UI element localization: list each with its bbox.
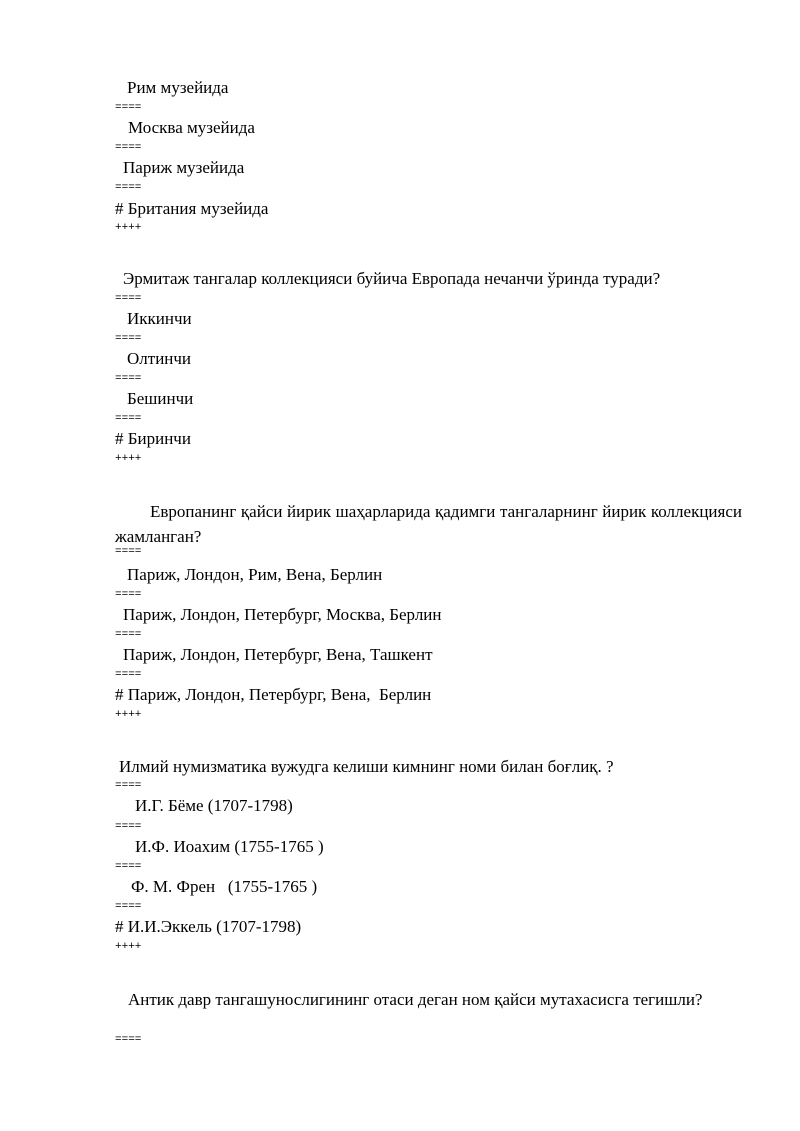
option-separator: ==== [115, 373, 142, 385]
block-end-separator: ++++ [115, 453, 142, 465]
option-separator: ==== [115, 669, 142, 681]
option-separator: ==== [115, 901, 142, 913]
option-text: И.Г. Бёме (1707-1798) [135, 796, 293, 815]
option-separator: ==== [115, 1034, 142, 1046]
correct-option-text: # И.И.Эккель (1707-1798) [115, 917, 302, 936]
option-separator: ==== [115, 293, 142, 305]
question-text: Антик давр тангашунослигининг отаси деган ном қайси мутахасисга тегишли? [128, 990, 703, 1009]
option-separator: ==== [115, 861, 142, 873]
option-separator: ==== [115, 142, 142, 154]
option-text: Париж музейида [123, 158, 245, 177]
option-separator: ==== [115, 821, 142, 833]
block-end-separator: ++++ [115, 222, 142, 234]
option-separator: ==== [115, 333, 142, 345]
option-text: Ф. М. Френ (1755-1765 ) [131, 877, 318, 896]
option-separator: ==== [115, 102, 142, 114]
option-text: Олтинчи [127, 349, 192, 368]
block-end-separator: ++++ [115, 709, 142, 721]
option-text: Париж, Лондон, Рим, Вена, Берлин [127, 565, 383, 584]
block-end-separator: ++++ [115, 941, 142, 953]
option-text: И.Ф. Иоахим (1755-1765 ) [135, 837, 324, 856]
option-text: Париж, Лондон, Петербург, Вена, Ташкент [123, 645, 433, 664]
option-separator: ==== [115, 629, 142, 641]
option-text: Иккинчи [127, 309, 192, 328]
option-text: Москва музейида [128, 118, 255, 137]
option-text: Рим музейида [127, 78, 229, 97]
option-separator: ==== [115, 589, 142, 601]
correct-option-text: # Британия музейида [115, 199, 269, 218]
option-text: Париж, Лондон, Петербург, Москва, Берлин [123, 605, 442, 624]
option-separator: ==== [115, 182, 142, 194]
option-separator: ==== [115, 413, 142, 425]
correct-option-text: # Биринчи [115, 429, 191, 448]
option-text: Бешинчи [127, 389, 194, 408]
option-separator: ==== [115, 780, 142, 792]
question-text: Илмий нумизматика вужудга келиши кимнинг номи билан боғлиқ. ? [119, 757, 614, 776]
correct-option-text: # Париж, Лондон, Петербург, Вена, Берлин [115, 685, 432, 704]
option-separator: ==== [115, 546, 142, 558]
question-text: Европанинг қайси йирик шаҳарларида қадимги тангаларнинг йирик коллекцияси жамланган? [115, 502, 742, 546]
question-text: Эрмитаж тангалар коллекцияси буйича Европада нечанчи ўринда туради? [123, 269, 661, 288]
